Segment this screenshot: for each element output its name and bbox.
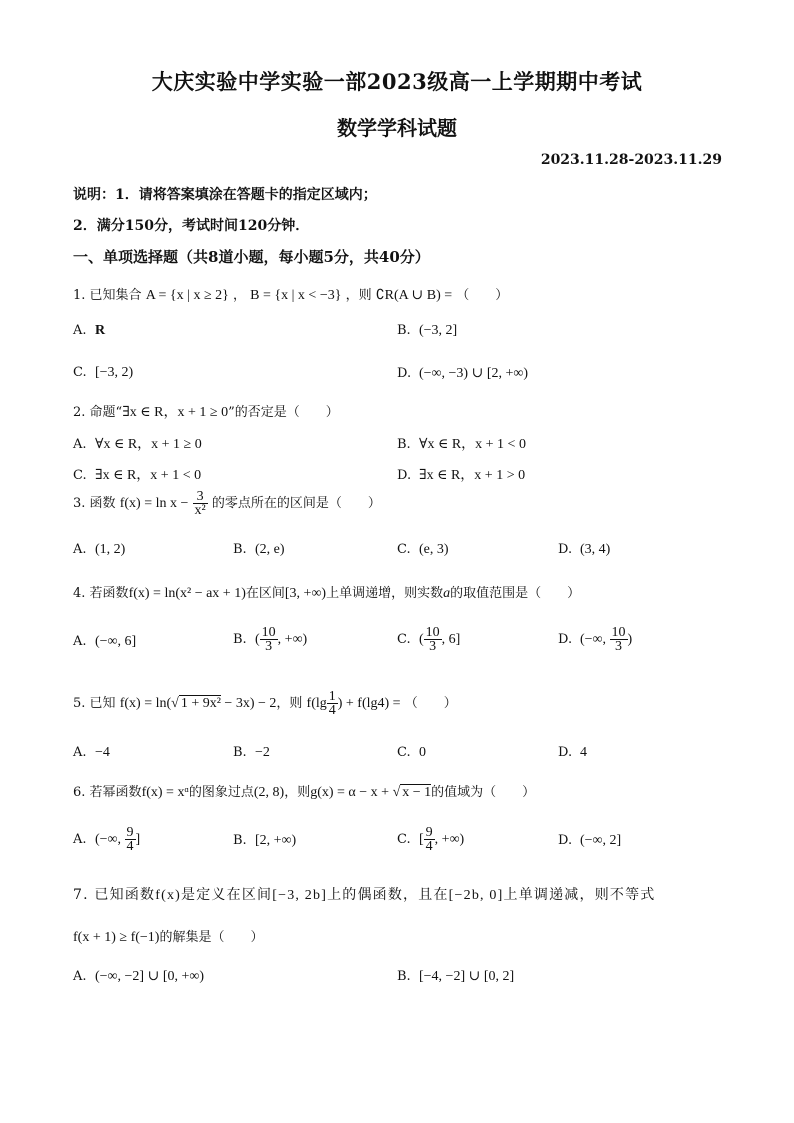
instruction-note-2: 2．满分150分，考试时间120分钟． [73,218,310,234]
question-number: 5. [73,696,86,711]
fraction: $\frac{3}{\text{x²}}$ [194,489,206,518]
option-d: D. 4 [558,745,587,760]
option-b: B. [−4, −2] ∪ [0, 2] [397,969,515,984]
option-c: C. ( $\frac{10}{3}$ , 6] [397,625,461,654]
instruction-note-1: 说明：1．请将答案填涂在答题卡的指定区域内； [73,187,377,203]
option-b: B. ∀x ∈ R，x + 1 < 0 [397,437,526,452]
formula: (2, 8) [253,785,285,800]
question-1: 1. 已知集合 A = {x | x ≥ 2} ， B = {x | x < −3} ，则 ∁R(A ∪ B) = （ ） [73,288,509,303]
question-number: 2. [73,405,86,420]
option-a: A. ∀x ∈ R，x + 1 ≥ 0 [73,437,202,452]
section-heading: 一、单项选择题（共8道小题，每小题5分，共40分） [73,248,430,266]
question-4: 4. 若函数f(x) = ln(x² − ax + 1)在区间[3, +∞)上单调递增，则实数a的取值范围是（ ） [73,586,581,601]
question-6: 6. 若幂函数f(x) = xᵅ的图象过点(2, 8)，则g(x) = α − x + √ x − 1的值域为（ ） [73,785,536,800]
option-b: B. (−3, 2] [397,323,458,338]
fraction: $\frac{9}{4}$ [425,825,433,854]
question-2: 2. 命题“∃x ∈ R，x + 1 ≥ 0”的否定是（ ） [73,405,339,420]
option-d: D. (3, 4) [558,542,611,557]
question-5: 5. 已知 f(x) = ln(√ 1 + 9x² − 3x) − 2，则 f(lg $\frac{1}{4}$ ) + f(lg4) = （ ） [73,689,457,718]
formula: ∁R(A ∪ B) = [375,288,453,303]
option-c: C. 0 [397,745,426,760]
formula: f(x) = ln( [119,696,172,711]
formula: g(x) = α − x + [310,785,393,800]
formula: f(x) = ln(x² − ax + 1) [128,586,246,601]
formula: ∃x ∈ R，x + 1 ≥ 0 [122,405,229,420]
formula: [3, +∞) [284,586,327,601]
fraction: $\frac{9}{4}$ [126,825,134,854]
fraction: $\frac{10}{3}$ [611,625,626,654]
option-c: C. [ $\frac{9}{4}$ , +∞) [397,825,465,854]
formula: A = {x | x ≥ 2} [145,288,229,303]
formula: f(x) = xᵅ [141,785,189,800]
option-a: A. (−∞, 6] [73,634,137,649]
question-number: 3. [73,496,86,511]
question-number: 4. [73,586,86,601]
question-7: 7. 已知函数f(x)是定义在区间[−3, 2b]上的偶函数，且在[−2b, 0]上单调递减，则不等式 [73,887,656,903]
formula: f(x) [155,888,182,903]
option-d: D. (−∞, $\frac{10}{3}$ ) [558,625,633,654]
option-a: A. −4 [73,745,110,760]
option-a: A. (−∞, −2] ∪ [0, +∞) [73,969,205,984]
fraction: $\frac{10}{3}$ [425,625,440,654]
formula: a [443,586,451,601]
option-a: A. (1, 2) [73,542,126,557]
formula: f(x) = ln x − [119,496,189,511]
option-c: C. ∃x ∈ R，x + 1 < 0 [73,468,202,483]
radicand: 1 + 9x² [180,696,221,711]
fraction: $\frac{1}{4}$ [328,689,336,718]
option-d: D. (−∞, 2] [558,833,622,848]
option-b: B. ( $\frac{10}{3}$ , +∞) [233,625,308,654]
option-b: B. (2, e) [233,542,285,557]
option-d: D. ∃x ∈ R，x + 1 > 0 [397,468,526,483]
option-c: C. (e, 3) [397,542,449,557]
option-a: A. R [73,323,106,338]
option-d: D. (−∞, −3) ∪ [2, +∞) [397,366,529,381]
exam-subtitle: 数学学科试题 [337,116,457,140]
formula: [−3, 2b] [272,888,328,903]
exam-date: 2023.11.28-2023.11.29 [540,152,722,168]
sqrt-symbol: √ [171,696,179,711]
question-3: 3. 函数 f(x) = ln x − $\frac{3}{\text{x²}}$ 的零点所在的区间是（ ） [73,489,381,518]
sqrt-symbol: √ [392,785,401,800]
question-number: 7. [73,887,89,903]
formula: [−2b, 0] [448,888,504,903]
question-7-line-2: f(x + 1) ≥ f(−1)的解集是（ ） [73,930,264,945]
option-b: B. [2, +∞) [233,833,297,848]
question-number: 1. [73,288,86,303]
question-number: 6. [73,785,86,800]
formula: B = {x | x < −3} [250,288,342,303]
radicand: x − 1 [402,785,432,800]
exam-title: 大庆实验中学实验一部2023级高一上学期期中考试 [151,69,643,94]
formula: f(x + 1) ≥ f(−1) [73,930,160,945]
option-b: B. −2 [233,745,270,760]
fraction: $\frac{10}{3}$ [261,625,276,654]
option-c: C. [−3, 2) [73,365,134,380]
option-a: A. (−∞, $\frac{9}{4}$ ] [73,825,141,854]
